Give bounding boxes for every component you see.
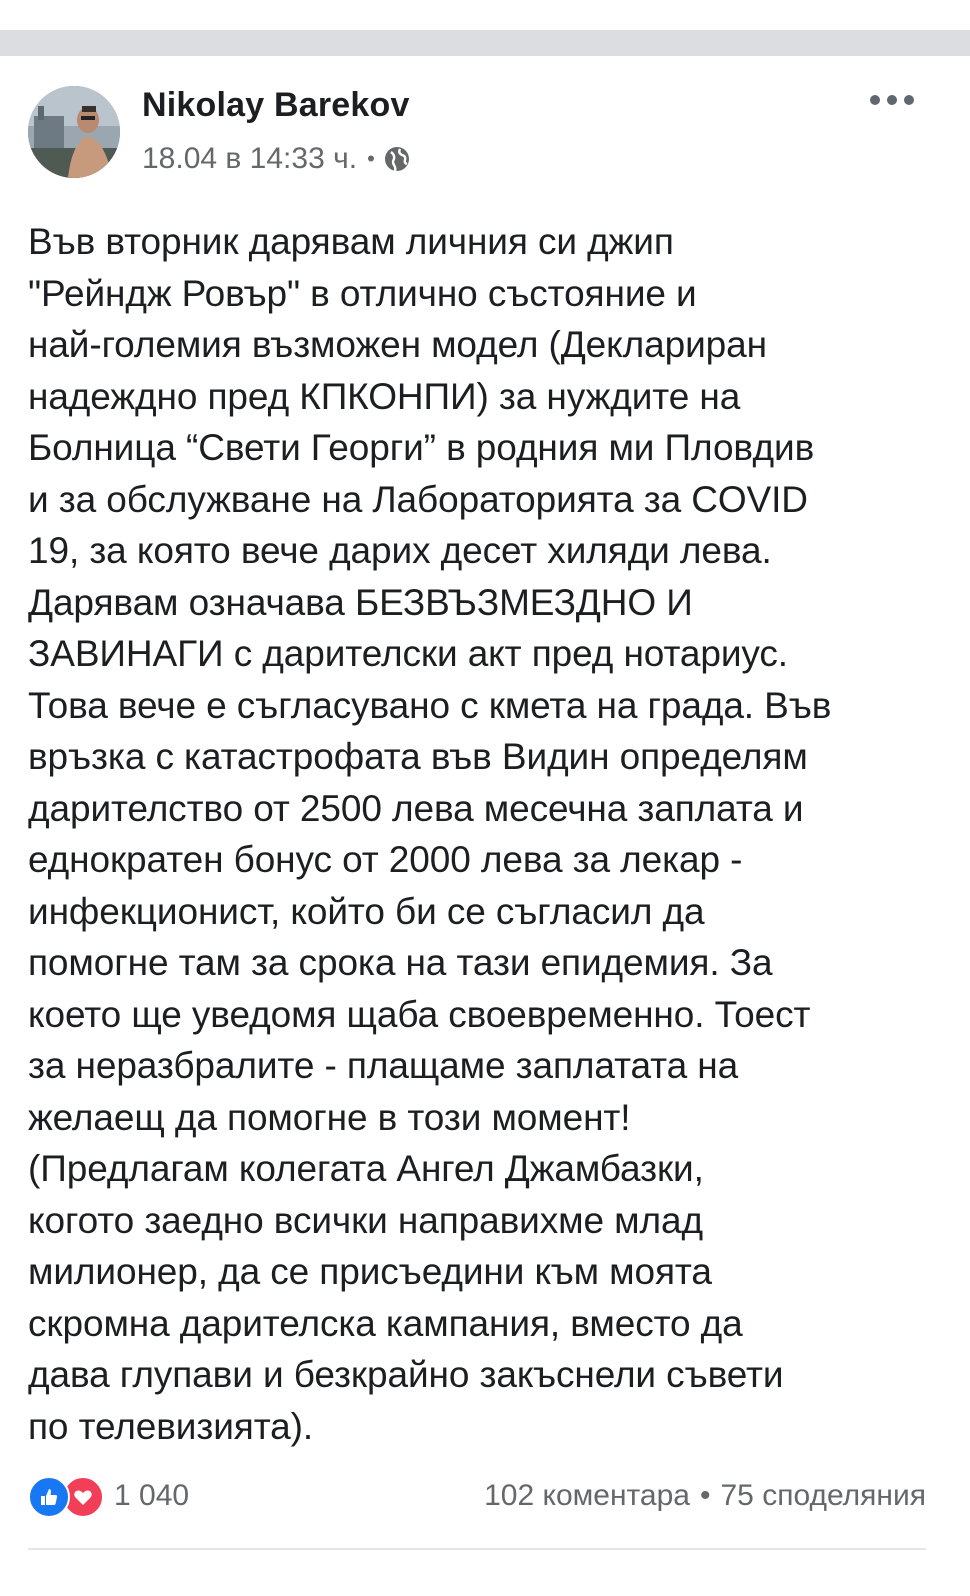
like-icon — [28, 1476, 70, 1518]
stats-separator: • — [699, 1479, 711, 1512]
more-options-icon[interactable] — [870, 92, 914, 108]
more-dot — [887, 95, 897, 105]
post-text: Във вторник дарявам личния си джип "Рейндж Ровър" в отлично състояние и най-големия възможен модел (Деклариран надеждно пред КПКОНПИ) за нуждите на Болница “Свети Георги” в родния ми Пловдив и за обслужване на Лабораторията за COVID 19, за която вече дарих десет хиляди лева. Дарявам означава БЕЗВЪЗМЕЗДНО И ЗАВИНАГИ с дарителски акт пред нотариус. Това вече е съгласувано с кмета на града. Във връзка с катастрофата във Видин определям дарителство от 2500 лева месечна заплата и еднократен бонус от 2000 лева за лекар - инфекционист, който би се съгласил да помогне там за срока на тази епидемия. За което ще уведомя щаба своевременно. Тоест за неразбралите - плащаме заплатата на желаещ да помогне в този момент! (Предлагам колегата Ангел Джамбазки, когото заедно всички направихме млад милионер, да се присъедини към моята скромна дарителска кампания, вместо да дава глупави и безкрайно закъснели съвети по телевизията). — [28, 221, 832, 1447]
comments-count[interactable]: 102 коментара — [484, 1479, 690, 1512]
reaction-icons — [28, 1476, 104, 1516]
author-name[interactable]: Nikolay Barekov — [142, 86, 410, 124]
post-card — [0, 56, 970, 1596]
more-dot — [904, 95, 914, 105]
post-footer — [28, 1474, 926, 1518]
globe-icon[interactable] — [383, 145, 411, 173]
footer-divider — [28, 1548, 926, 1550]
avatar[interactable] — [28, 86, 120, 178]
engagement-counts — [484, 1479, 926, 1513]
more-dot — [870, 95, 880, 105]
reactions[interactable] — [28, 1476, 189, 1516]
post-timestamp[interactable]: 18.04 в 14:33 ч. — [142, 142, 358, 175]
meta-separator: • — [367, 146, 375, 171]
shares-count[interactable]: 75 споделяния — [720, 1479, 926, 1512]
feed-divider — [0, 30, 970, 56]
top-edge — [0, 0, 970, 30]
reaction-count: 1 040 — [114, 1479, 190, 1512]
post-meta — [142, 142, 411, 176]
